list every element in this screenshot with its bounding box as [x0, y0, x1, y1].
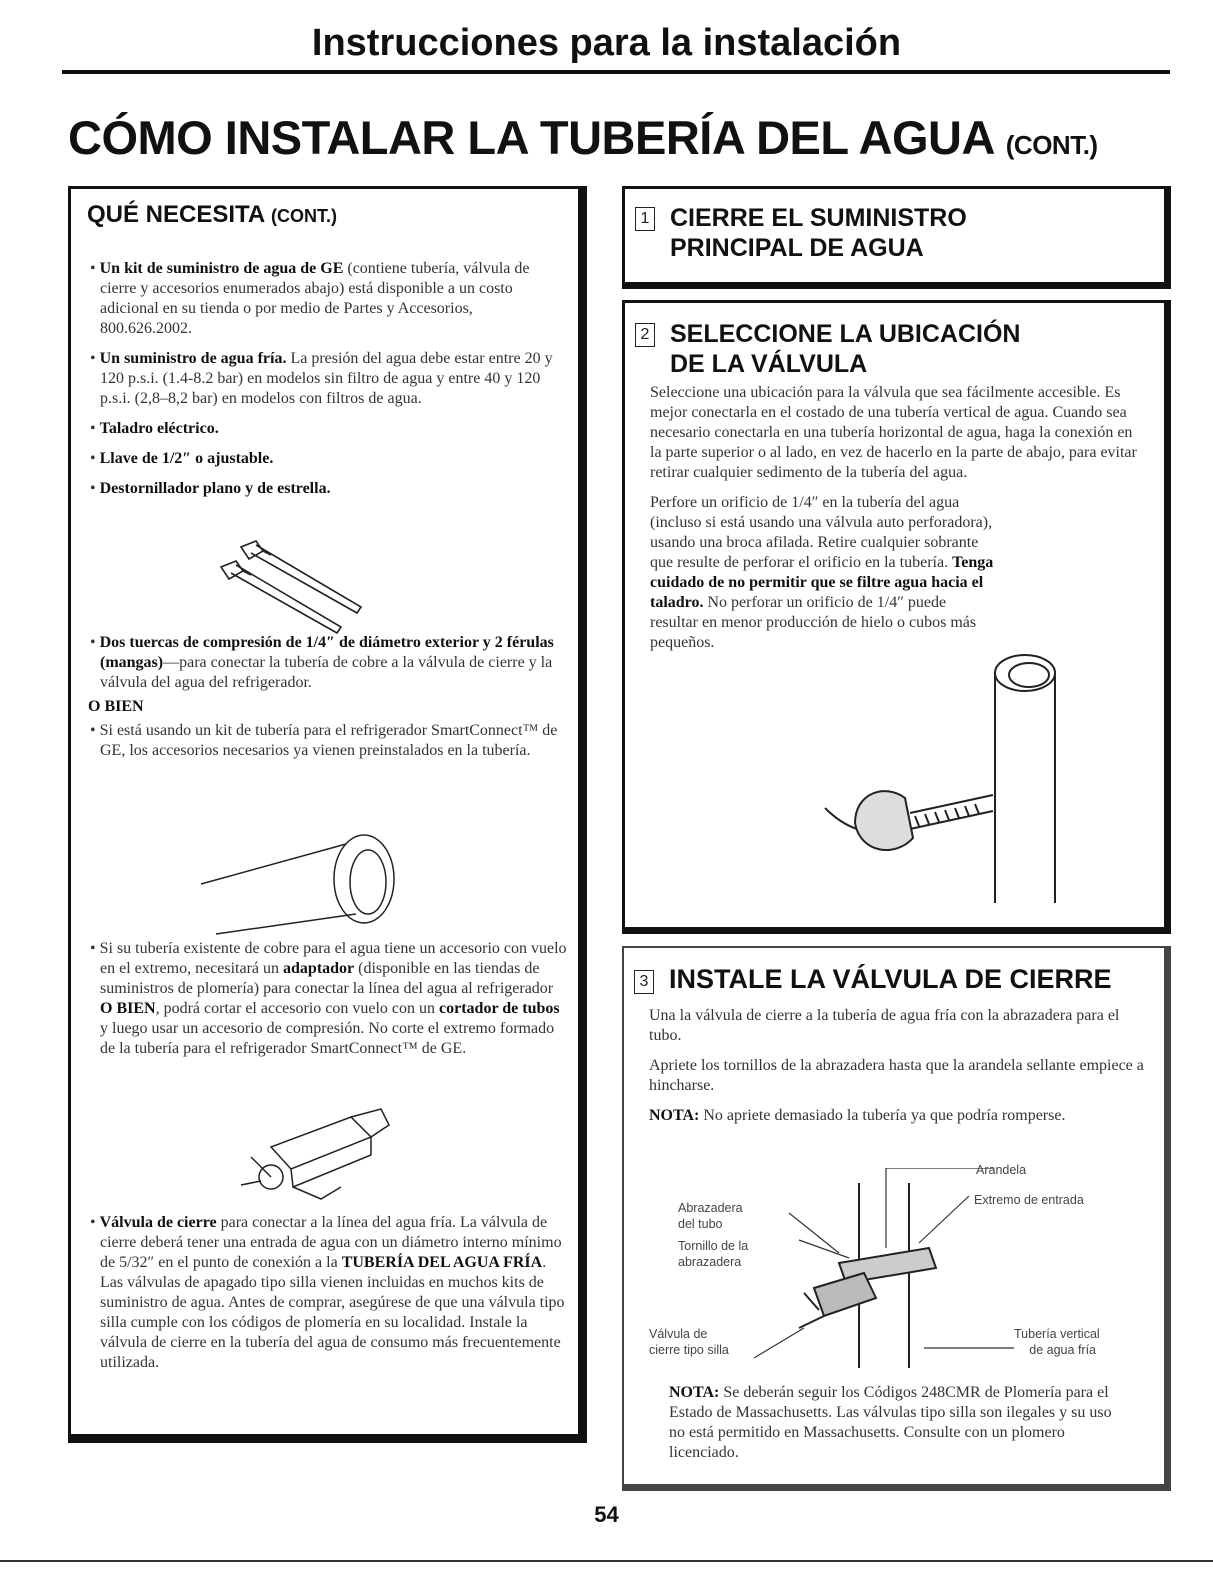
list-item: • Llave de 1/2″ o ajustable. [90, 450, 274, 467]
step-3-box [622, 946, 1171, 1491]
bottom-rule [0, 1560, 1213, 1562]
label-valvula: Válvula de cierre tipo silla [649, 1327, 729, 1357]
step-1-title-line-2: PRINCIPAL DE AGUA [670, 234, 924, 262]
what-you-need-box [68, 186, 587, 1443]
step-2-paragraph-2: Perfore un orificio de 1/4″ en la tubería del agua (incluso si está usando una válvula auto perforadora), usando una broca afilada. Retire cualquier sobrante que resulte de perforar el orificio en la tubería. Tenga cuidado de no permitir que se filtre agua hacia el taladro. No perforar un orificio de 1/4″ puede resultar en menor producción de hielo o cubos más pequeños. [650, 494, 994, 651]
copper-tubing-illustration [196, 824, 406, 944]
drill-pipe-illustration [815, 633, 1085, 913]
compression-nuts-illustration [211, 537, 381, 637]
step-2-title [670, 319, 1020, 379]
list-item: • Un suministro de agua fría. La presión del agua debe estar entre 20 y 120 p.s.i. (1.4-8.2 bar) en modelos sin filtro de agua y entre 40 y 120 p.s.i. (2,8–8,2 bar) en modelos con filtros de agua. [90, 350, 553, 407]
list-item: • Un kit de suministro de agua de GE (contiene tubería, válvula de cierre y accesorios enumerados abajo) está disponible a un costo adicional en su tienda o por medio de Partes y Accesorios, 800.626.2002. [90, 260, 530, 337]
step-3-number: 3 [634, 970, 654, 994]
what-you-need-title-suffix: (CONT.) [271, 206, 338, 226]
label-extremo-entrada: Extremo de entrada [974, 1193, 1084, 1207]
shutoff-valve-illustration [231, 1107, 401, 1207]
requirements-list-valve [88, 1213, 568, 1383]
requirements-list-top [88, 259, 568, 509]
step-1-box [622, 186, 1171, 289]
header-rule [62, 70, 1170, 74]
what-you-need-title [87, 201, 337, 229]
step-1-title [670, 203, 967, 263]
step-3-paragraph-1: Una la válvula de cierre a la tubería de agua fría con la abrazadera para el tubo. [649, 1007, 1120, 1044]
requirements-list-bottom [88, 939, 568, 1069]
step-2-body [650, 383, 1140, 663]
step-3-title: INSTALE LA VÁLVULA DE CIERRE [669, 964, 1112, 994]
list-item: • Válvula de cierre para conectar a la línea del agua fría. La válvula de cierre deberá tener una entrada de agua con un diámetro interno mínimo de 5/32″ en el punto de conexión a la TUBERÍA DEL AGUA FRÍA. Las válvulas de apagado tipo silla vienen incluidas en muchos kits de suministro de agua. Antes de comprar, asegúrese de que una válvula tipo silla cumple con los códigos de plomería en su localidad. Instale la válvula de cierre en la tubería del agua de consumo más frecuentemente utilizada. [90, 1214, 565, 1371]
label-abrazadera: Abrazadera del tubo [678, 1201, 743, 1231]
section-title-text: CÓMO INSTALAR LA TUBERÍA DEL AGUA [68, 111, 994, 164]
what-you-need-title-text: QUÉ NECESITA [87, 201, 265, 228]
label-tuberia-vertical: Tubería vertical de agua fría [1014, 1327, 1100, 1357]
list-item: • Si está usando un kit de tubería para el refrigerador SmartConnect™ de GE, los accesorios necesarios ya vienen preinstalados en la tubería. [90, 722, 558, 759]
step-2-number: 2 [635, 323, 655, 347]
page-header-title: Instrucciones para la instalación [311, 22, 902, 64]
list-item: • Dos tuercas de compresión de 1/4″ de diámetro exterior y 2 férulas (mangas)—para conectar la tubería de cobre a la válvula de cierre y la válvula del agua del refrigerador. [90, 634, 554, 691]
list-item: • Taladro eléctrico. [90, 420, 219, 437]
step-3-body [649, 1006, 1149, 1136]
step-3-paragraph-2: Apriete los tornillos de la abrazadera hasta que la arandela sellante empiece a hincharse. [649, 1057, 1144, 1094]
step-1-number: 1 [635, 207, 655, 231]
step-2-box [622, 300, 1171, 934]
page-number: 54 [594, 1502, 619, 1527]
step-3-note-1: NOTA: No apriete demasiado la tubería ya que podría romperse. [649, 1107, 1066, 1124]
step-2-title-line-1: SELECCIONE LA UBICACIÓN [670, 320, 1021, 348]
label-arandela: Arandela [976, 1163, 1027, 1177]
step-2-paragraph-1: Seleccione una ubicación para la válvula que sea fácilmente accesible. Es mejor conectarla en el costado de una tubería vertical de agua. Cuando sea necesario conectarla en una tubería horizontal de agua, haga la conexión en la parte superior o al lado, en vez de hacerlo en la parte de abajo, para evitar retirar cualquier sedimento de la tubería del agua. [650, 384, 1137, 481]
step-1-title-line-1: CIERRE EL SUMINISTRO [670, 204, 967, 232]
step-2-title-line-2: DE LA VÁLVULA [670, 350, 868, 378]
or-separator: O BIEN [88, 698, 144, 715]
section-title-suffix: (CONT.) [1005, 130, 1098, 160]
requirements-list-middle [88, 633, 568, 771]
label-tornillo: Tornillo de la abrazadera [678, 1239, 749, 1269]
list-item: • Destornillador plano y de estrella. [90, 480, 331, 497]
section-title [68, 110, 1098, 165]
step-3-note-2: NOTA: Se deberán seguir los Códigos 248CMR de Plomería para el Estado de Massachusetts. Las válvulas tipo silla son ilegales y su uso no está permitido en Massachusetts. Consulte con un plomero licenciado. [669, 1384, 1112, 1461]
list-item: • Si su tubería existente de cobre para el agua tiene un accesorio con vuelo en el extremo, necesitará un adaptador (disponible en las tiendas de suministros de plomería) para conectar la línea del agua al refrigerador O BIEN, podrá cortar el accesorio con vuelo con un cortador de tubos y luego usar un accesorio de compresión. No corte el extremo formado de la tubería para el refrigerador SmartConnect™ de GE. [90, 940, 567, 1057]
